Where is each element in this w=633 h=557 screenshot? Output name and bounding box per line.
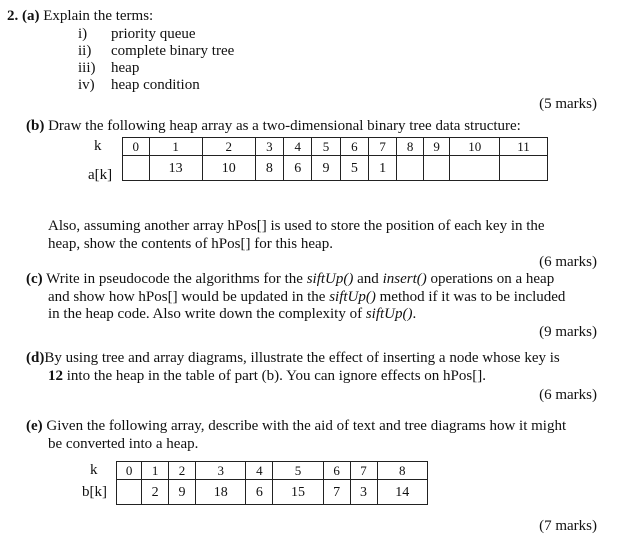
heap-value-cell: 6	[284, 156, 312, 181]
siftup-term: siftUp()	[306, 271, 354, 287]
heap-index-cell: 4	[284, 138, 312, 156]
b-value-cell: 2	[142, 480, 169, 505]
b-array-table	[116, 461, 428, 505]
b-value-cell: 6	[246, 480, 273, 505]
array-index-label: k	[90, 462, 98, 478]
heap-index-cell: 9	[423, 138, 450, 156]
part-c-text: in the heap code. Also write down the complexity of	[48, 306, 366, 322]
siftup-term: siftUp()	[329, 289, 376, 305]
b-value-cell: 14	[377, 480, 428, 505]
term-item	[78, 43, 234, 60]
part-c-text: method if it was to be included	[375, 289, 566, 305]
part-c-line3	[48, 306, 416, 323]
heap-value-cell: 10	[202, 156, 255, 181]
b-index-cell: 6	[323, 462, 350, 480]
part-b-text: Draw the following heap array as a two-dimensional binary tree data structure:	[48, 118, 521, 134]
array-value-label: b[k]	[82, 484, 107, 500]
insert-key: 12	[48, 368, 63, 384]
heap-index-cell: 3	[255, 138, 283, 156]
heap-index-cell: 5	[312, 138, 340, 156]
heap-value-cell: 5	[340, 156, 368, 181]
heap-value-cell	[450, 156, 500, 181]
heap-value-cell: 1	[369, 156, 397, 181]
term-item	[78, 60, 139, 77]
part-e-text: Given the following array, describe with the aid of text and tree diagrams how it might	[46, 418, 567, 434]
part-a-text: Explain the terms:	[43, 8, 154, 24]
part-c-text: Write in pseudocode the algorithms for the	[46, 271, 307, 287]
heap-index-label: k	[94, 138, 102, 154]
part-d-text: By using tree and array diagrams, illustrate the effect of inserting a node whose key is	[44, 350, 560, 366]
term-item	[78, 26, 196, 43]
heap-value-cell	[123, 156, 150, 181]
b-index-cell: 1	[142, 462, 169, 480]
heap-index-row	[123, 138, 548, 156]
heap-index-cell: 7	[369, 138, 397, 156]
question-a-header	[7, 8, 153, 25]
part-c-text: operations on a heap	[426, 271, 555, 287]
term-number: iii)	[78, 60, 96, 76]
part-b-also-line1: Also, assuming another array hPos[] is used to store the position of each key in the	[48, 218, 545, 234]
part-c-text: .	[412, 306, 417, 322]
part-a-label: (a)	[22, 8, 40, 24]
b-index-cell: 0	[117, 462, 142, 480]
term-text: heap condition	[111, 77, 200, 93]
part-c-label: (c)	[26, 271, 43, 287]
part-e-line2: be converted into a heap.	[48, 436, 199, 452]
term-text: heap	[111, 60, 140, 76]
part-d-label: (d)	[26, 350, 45, 366]
part-b-marks: (6 marks)	[539, 254, 597, 270]
term-item	[78, 77, 200, 94]
heap-value-cell: 9	[312, 156, 340, 181]
heap-index-cell: 0	[123, 138, 150, 156]
heap-index-cell: 11	[499, 138, 547, 156]
heap-value-row	[123, 156, 548, 181]
b-index-cell: 2	[169, 462, 196, 480]
part-d-text: into the heap in the table of part (b). You can ignore effects on hPos[].	[63, 368, 486, 384]
question-number: 2.	[7, 8, 19, 24]
part-c-marks: (9 marks)	[539, 324, 597, 340]
part-b-prompt	[26, 118, 521, 135]
insert-term: insert()	[382, 271, 427, 287]
heap-index-cell: 10	[450, 138, 500, 156]
term-number: iv)	[78, 77, 95, 93]
heap-index-cell: 1	[149, 138, 202, 156]
part-d-line1	[26, 350, 560, 367]
part-c-line2	[48, 289, 565, 306]
term-text: priority queue	[111, 26, 196, 42]
heap-index-cell: 6	[340, 138, 368, 156]
heap-value-cell	[499, 156, 547, 181]
heap-array-table	[122, 137, 548, 181]
siftup-term: siftUp()	[365, 306, 413, 322]
part-d-marks: (6 marks)	[539, 387, 597, 403]
part-c-text: and show how hPos[] would be updated in the	[48, 289, 330, 305]
b-index-cell: 4	[246, 462, 273, 480]
term-number: i)	[78, 26, 88, 42]
term-number: ii)	[78, 43, 92, 59]
part-c-line1	[26, 271, 554, 288]
heap-value-cell	[423, 156, 450, 181]
heap-value-label: a[k]	[88, 167, 113, 183]
b-value-cell: 15	[273, 480, 323, 505]
heap-value-cell	[397, 156, 424, 181]
part-e-marks: (7 marks)	[539, 518, 597, 534]
heap-value-cell: 8	[255, 156, 283, 181]
term-text: complete binary tree	[111, 43, 235, 59]
part-e-line1	[26, 418, 566, 435]
heap-index-cell: 8	[397, 138, 424, 156]
b-value-cell: 3	[350, 480, 377, 505]
part-b-also-line2: heap, show the contents of hPos[] for this heap.	[48, 236, 333, 252]
heap-value-cell: 13	[149, 156, 202, 181]
b-value-row	[117, 480, 428, 505]
heap-index-cell: 2	[202, 138, 255, 156]
b-value-cell: 9	[169, 480, 196, 505]
part-d-line2	[48, 368, 486, 385]
b-index-row	[117, 462, 428, 480]
part-e-label: (e)	[26, 418, 43, 434]
b-index-cell: 3	[195, 462, 245, 480]
b-index-cell: 7	[350, 462, 377, 480]
b-value-cell	[117, 480, 142, 505]
part-c-text: and	[353, 271, 383, 287]
b-value-cell: 18	[195, 480, 245, 505]
b-index-cell: 8	[377, 462, 428, 480]
part-a-marks: (5 marks)	[539, 96, 597, 112]
part-b-label: (b)	[26, 118, 45, 134]
b-index-cell: 5	[273, 462, 323, 480]
b-value-cell: 7	[323, 480, 350, 505]
